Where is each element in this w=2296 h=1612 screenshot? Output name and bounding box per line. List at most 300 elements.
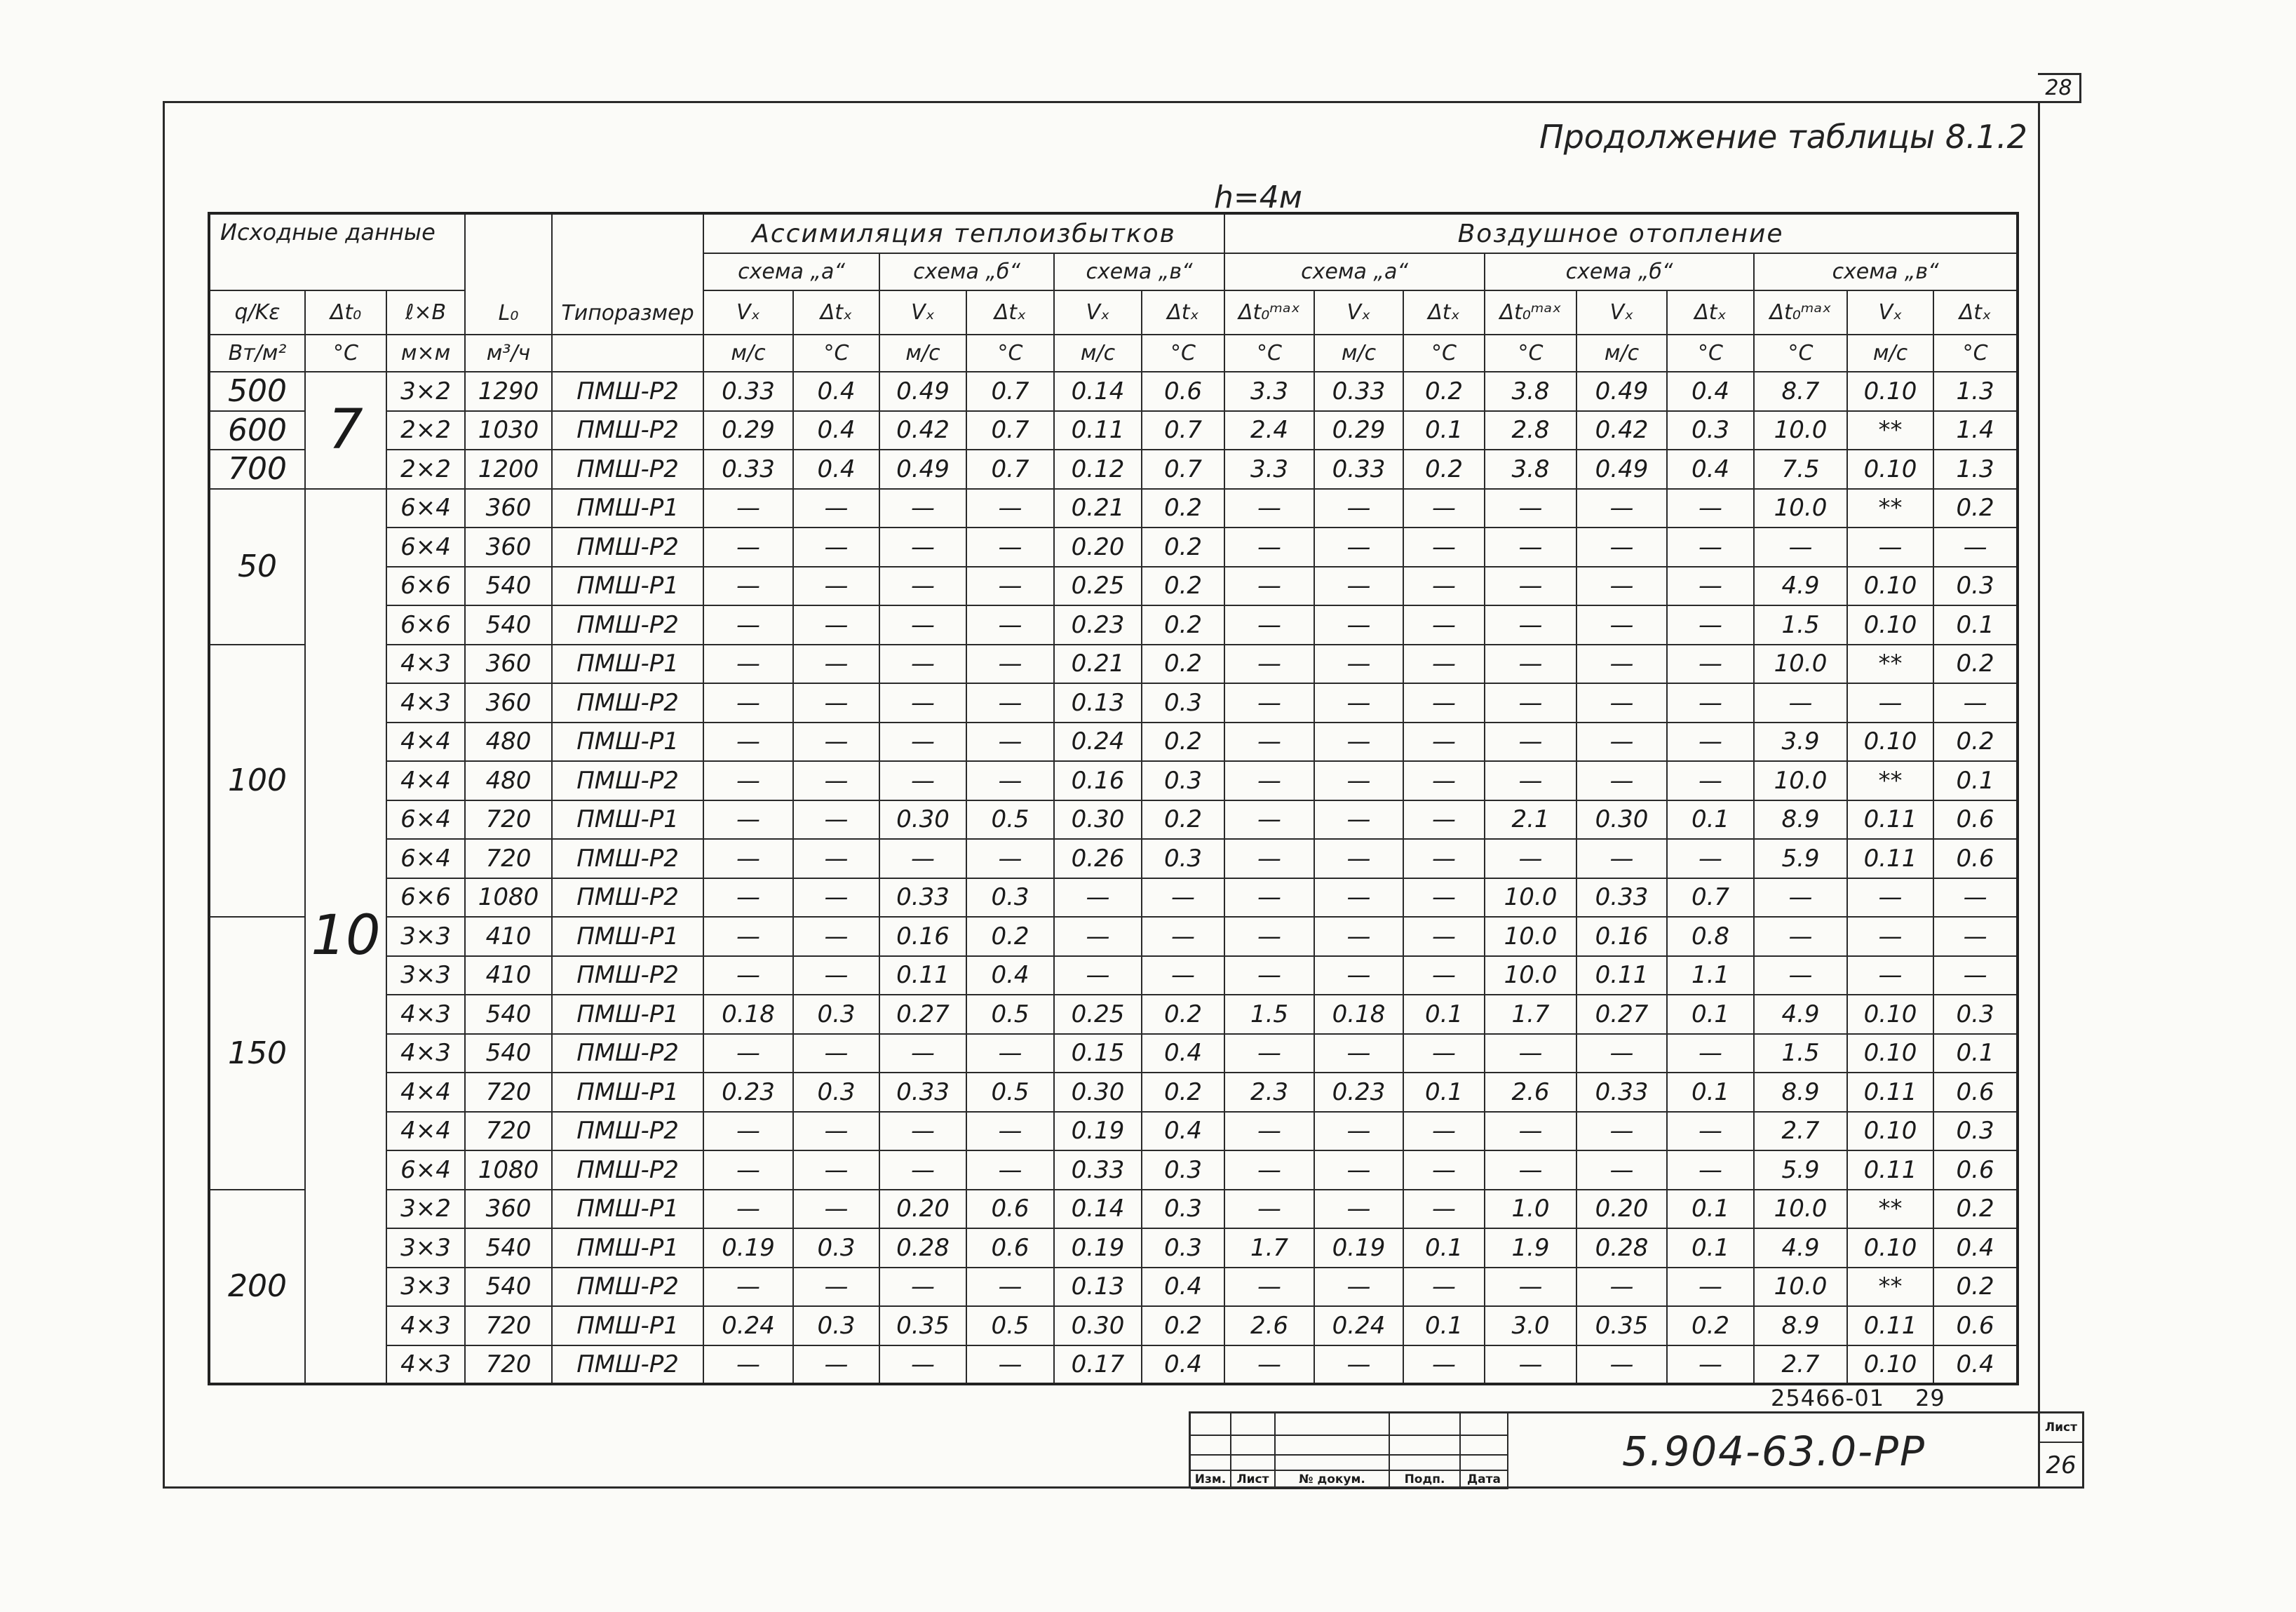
assim-c-temp-diff-cell: 0.3 bbox=[1142, 839, 1224, 878]
distributor-size-cell: 4×3 bbox=[386, 645, 465, 684]
distributor-size-cell: 6×4 bbox=[386, 489, 465, 528]
assim-a-velocity-cell: — bbox=[703, 917, 793, 956]
heat-a-temp-diff-cell: — bbox=[1403, 761, 1485, 800]
assim-a-velocity-cell: — bbox=[703, 1150, 793, 1190]
heat-b-temp-diff-cell: — bbox=[1667, 1345, 1754, 1385]
heat-c-velocity-cell: ** bbox=[1847, 761, 1933, 800]
heat-a-temp-diff-cell: — bbox=[1403, 956, 1485, 995]
distributor-size-header: ℓ×B bbox=[386, 290, 465, 335]
airflow-cell: 360 bbox=[465, 683, 552, 723]
assim-b-velocity-cell: — bbox=[879, 1268, 966, 1307]
heat-b-temp-diff-cell: 1.1 bbox=[1667, 956, 1754, 995]
assim-c-temp-diff-cell: 0.2 bbox=[1142, 1073, 1224, 1112]
assim-c-temp-diff-cell: 0.7 bbox=[1142, 411, 1224, 450]
table-row bbox=[209, 1268, 2018, 1307]
heat-b-max-temp-diff-cell: — bbox=[1485, 1150, 1576, 1190]
unit-cell: °С bbox=[1667, 335, 1754, 372]
heat-a-max-temp-diff-cell: 3.3 bbox=[1224, 372, 1314, 411]
airflow-cell: 540 bbox=[465, 1268, 552, 1307]
assim-c-temp-diff-cell: 0.3 bbox=[1142, 683, 1224, 723]
heat-c-max-temp-diff-cell: 1.5 bbox=[1754, 1034, 1847, 1073]
supply-temp-diff-cell: 7 bbox=[305, 372, 386, 489]
distributor-size-cell: 4×4 bbox=[386, 1073, 465, 1112]
heat-intensity-cell: 100 bbox=[209, 645, 305, 918]
assim-b-temp-diff-cell: — bbox=[966, 605, 1054, 645]
assim-b-velocity-cell: 0.33 bbox=[879, 1073, 966, 1112]
heat-c-max-temp-diff-cell: — bbox=[1754, 917, 1847, 956]
model-size-cell: ПМШ-Р2 bbox=[552, 956, 703, 995]
sheet-number-box bbox=[2038, 1411, 2084, 1489]
heat-c-temp-diff-cell: — bbox=[1933, 956, 2018, 995]
assim-b-velocity-cell: 0.33 bbox=[879, 878, 966, 918]
airflow-cell: 720 bbox=[465, 839, 552, 878]
heat-b-velocity-cell: 0.27 bbox=[1576, 995, 1667, 1034]
distributor-size-cell: 3×3 bbox=[386, 1228, 465, 1268]
table-row bbox=[209, 917, 2018, 956]
heat-b-velocity-cell: — bbox=[1576, 489, 1667, 528]
assim-c-velocity-cell: 0.19 bbox=[1054, 1112, 1142, 1151]
heat-c-temp-diff-cell: 1.4 bbox=[1933, 411, 2018, 450]
heat-a-velocity-cell: — bbox=[1314, 1268, 1403, 1307]
airflow-cell: 1080 bbox=[465, 878, 552, 918]
heat-b-max-temp-diff-cell: 10.0 bbox=[1485, 956, 1576, 995]
assim-b-velocity-cell: 0.11 bbox=[879, 956, 966, 995]
unit-cell: м/с bbox=[1054, 335, 1142, 372]
heat-a-max-temp-diff-cell: — bbox=[1224, 917, 1314, 956]
heat-b-max-temp-diff-cell: — bbox=[1485, 723, 1576, 762]
assim-c-temp-diff-header: Δtₓ bbox=[1142, 290, 1224, 335]
airflow-cell: 1030 bbox=[465, 411, 552, 450]
heat-b-max-temp-diff-cell: — bbox=[1485, 567, 1576, 606]
assim-a-velocity-cell: — bbox=[703, 1112, 793, 1151]
assim-a-temp-diff-cell: — bbox=[793, 1034, 879, 1073]
assim-c-temp-diff-cell: — bbox=[1142, 878, 1224, 918]
heat-c-max-temp-diff-cell: 1.5 bbox=[1754, 605, 1847, 645]
assim-a-temp-diff-cell: 0.3 bbox=[793, 995, 879, 1034]
model-size-cell: ПМШ-Р2 bbox=[552, 839, 703, 878]
assim-c-temp-diff-cell: 0.2 bbox=[1142, 489, 1224, 528]
heat-c-temp-diff-cell: 0.1 bbox=[1933, 761, 2018, 800]
assim-c-temp-diff-cell: 0.4 bbox=[1142, 1034, 1224, 1073]
heat-a-temp-diff-cell: 0.2 bbox=[1403, 372, 1485, 411]
heat-a-temp-diff-cell: 0.1 bbox=[1403, 1228, 1485, 1268]
heat-b-velocity-cell: — bbox=[1576, 839, 1667, 878]
heat-b-max-temp-diff-cell: — bbox=[1485, 489, 1576, 528]
heat-c-temp-diff-cell: 0.6 bbox=[1933, 1150, 2018, 1190]
heat-c-temp-diff-cell: 0.6 bbox=[1933, 839, 2018, 878]
heat-a-velocity-cell: — bbox=[1314, 761, 1403, 800]
distributor-size-cell: 3×3 bbox=[386, 917, 465, 956]
heat-a-max-temp-diff-cell: 2.4 bbox=[1224, 411, 1314, 450]
assim-c-temp-diff-cell: 0.3 bbox=[1142, 1190, 1224, 1229]
assim-c-temp-diff-cell: 0.3 bbox=[1142, 1228, 1224, 1268]
model-size-cell: ПМШ-Р2 bbox=[552, 450, 703, 489]
distributor-size-cell: 6×4 bbox=[386, 528, 465, 567]
table-body bbox=[209, 372, 2018, 1384]
heat-b-max-temp-diff-cell: 1.0 bbox=[1485, 1190, 1576, 1229]
heat-c-temp-diff-cell: 0.2 bbox=[1933, 1190, 2018, 1229]
heat-c-temp-diff-cell: 0.6 bbox=[1933, 1306, 2018, 1345]
heat-a-velocity-cell: — bbox=[1314, 683, 1403, 723]
assimilation-scheme-a-header: схема „а“ bbox=[703, 253, 879, 290]
assim-b-temp-diff-cell: — bbox=[966, 1034, 1054, 1073]
assim-a-velocity-cell: — bbox=[703, 645, 793, 684]
assim-a-velocity-cell: — bbox=[703, 878, 793, 918]
assim-a-temp-diff-cell: — bbox=[793, 683, 879, 723]
assim-b-velocity-cell: — bbox=[879, 839, 966, 878]
unit-cell: °С bbox=[793, 335, 879, 372]
unit-cell: м/с bbox=[1576, 335, 1667, 372]
heat-c-max-temp-diff-cell: 5.9 bbox=[1754, 839, 1847, 878]
heat-b-velocity-cell: — bbox=[1576, 605, 1667, 645]
heat-b-temp-diff-cell: 0.4 bbox=[1667, 450, 1754, 489]
distributor-size-cell: 3×3 bbox=[386, 956, 465, 995]
heat-c-velocity-cell: 0.10 bbox=[1847, 450, 1933, 489]
assim-b-velocity-cell: 0.35 bbox=[879, 1306, 966, 1345]
heat-b-temp-diff-cell: — bbox=[1667, 761, 1754, 800]
assim-c-velocity-cell: 0.30 bbox=[1054, 1306, 1142, 1345]
assim-c-velocity-cell: — bbox=[1054, 917, 1142, 956]
distributor-size-cell: 6×4 bbox=[386, 839, 465, 878]
heat-b-velocity-cell: 0.35 bbox=[1576, 1306, 1667, 1345]
heat-a-max-temp-diff-cell: — bbox=[1224, 956, 1314, 995]
heat-a-temp-diff-cell: 0.1 bbox=[1403, 1306, 1485, 1345]
assim-a-velocity-cell: 0.33 bbox=[703, 450, 793, 489]
heat-b-max-temp-diff-cell: 2.8 bbox=[1485, 411, 1576, 450]
source-data-header: Исходные данные bbox=[209, 213, 465, 290]
heat-a-max-temp-diff-cell: 1.7 bbox=[1224, 1228, 1314, 1268]
assim-c-velocity-cell: 0.33 bbox=[1054, 1150, 1142, 1190]
assim-b-temp-diff-cell: — bbox=[966, 489, 1054, 528]
heat-c-velocity-cell: ** bbox=[1847, 1190, 1933, 1229]
heat-c-temp-diff-cell: — bbox=[1933, 878, 2018, 918]
heat-a-max-temp-diff-cell: — bbox=[1224, 839, 1314, 878]
sheet-column-label: Лист bbox=[1231, 1470, 1275, 1489]
heat-c-velocity-cell: ** bbox=[1847, 489, 1933, 528]
assim-a-temp-diff-cell: — bbox=[793, 800, 879, 840]
heat-a-temp-diff-cell: 0.1 bbox=[1403, 411, 1485, 450]
revision-grid bbox=[1191, 1413, 1508, 1489]
assim-b-velocity-cell: — bbox=[879, 1150, 966, 1190]
heat-c-temp-diff-cell: — bbox=[1933, 528, 2018, 567]
heat-b-velocity-cell: 0.30 bbox=[1576, 800, 1667, 840]
heat-b-max-temp-diff-cell: — bbox=[1485, 1034, 1576, 1073]
heat-a-max-temp-diff-cell: — bbox=[1224, 1034, 1314, 1073]
distributor-size-cell: 6×4 bbox=[386, 1150, 465, 1190]
assim-b-temp-diff-cell: 0.4 bbox=[966, 956, 1054, 995]
distributor-size-cell: 4×4 bbox=[386, 1112, 465, 1151]
assim-c-temp-diff-cell: 0.2 bbox=[1142, 567, 1224, 606]
heat-a-temp-diff-cell: — bbox=[1403, 489, 1485, 528]
table-row bbox=[209, 1073, 2018, 1112]
table-row bbox=[209, 528, 2018, 567]
airflow-cell: 720 bbox=[465, 1112, 552, 1151]
assim-a-velocity-cell: — bbox=[703, 839, 793, 878]
heat-intensity-cell: 200 bbox=[209, 1190, 305, 1385]
heat-b-velocity-cell: — bbox=[1576, 645, 1667, 684]
assim-b-velocity-cell: — bbox=[879, 761, 966, 800]
heat-a-velocity-cell: — bbox=[1314, 956, 1403, 995]
heat-b-velocity-cell: — bbox=[1576, 1034, 1667, 1073]
airflow-cell: 720 bbox=[465, 1306, 552, 1345]
heat-b-velocity-cell: 0.33 bbox=[1576, 1073, 1667, 1112]
heat-b-temp-diff-cell: 0.2 bbox=[1667, 1306, 1754, 1345]
table-row bbox=[209, 878, 2018, 918]
heat-b-temp-diff-cell: — bbox=[1667, 1112, 1754, 1151]
heat-a-temp-diff-cell: — bbox=[1403, 723, 1485, 762]
assim-b-temp-diff-cell: — bbox=[966, 528, 1054, 567]
unit-cell: м/с bbox=[703, 335, 793, 372]
assim-c-velocity-cell: 0.26 bbox=[1054, 839, 1142, 878]
heat-b-max-temp-diff-cell: 2.6 bbox=[1485, 1073, 1576, 1112]
assim-b-velocity-cell: 0.20 bbox=[879, 1190, 966, 1229]
heat-b-temp-diff-cell: — bbox=[1667, 683, 1754, 723]
unit-cell: °С bbox=[966, 335, 1054, 372]
airflow-cell: 410 bbox=[465, 917, 552, 956]
unit-cell: °С bbox=[1224, 335, 1314, 372]
table-row bbox=[209, 567, 2018, 606]
unit-cell: м/с bbox=[879, 335, 966, 372]
heat-a-max-temp-diff-cell: — bbox=[1224, 1112, 1314, 1151]
model-size-cell: ПМШ-Р1 bbox=[552, 1228, 703, 1268]
sheet-label: Лист bbox=[2040, 1413, 2082, 1443]
table-row bbox=[209, 372, 2018, 411]
height-note: h=4м bbox=[1214, 180, 1302, 215]
airflow-cell: 360 bbox=[465, 528, 552, 567]
heat-c-temp-diff-cell: 0.1 bbox=[1933, 1034, 2018, 1073]
heat-c-temp-diff-cell: — bbox=[1933, 917, 2018, 956]
airflow-cell: 360 bbox=[465, 1190, 552, 1229]
assim-c-velocity-cell: — bbox=[1054, 956, 1142, 995]
heat-b-max-temp-diff-cell: — bbox=[1485, 605, 1576, 645]
assim-c-velocity-cell: 0.19 bbox=[1054, 1228, 1142, 1268]
assim-c-temp-diff-cell: 0.4 bbox=[1142, 1112, 1224, 1151]
heat-a-temp-diff-cell: — bbox=[1403, 683, 1485, 723]
table-row bbox=[209, 995, 2018, 1034]
heat-a-temp-diff-cell: — bbox=[1403, 878, 1485, 918]
table-row bbox=[209, 1306, 2018, 1345]
distributor-size-cell: 2×2 bbox=[386, 411, 465, 450]
assim-c-temp-diff-cell: 0.7 bbox=[1142, 450, 1224, 489]
heat-b-velocity-cell: — bbox=[1576, 528, 1667, 567]
table-row bbox=[209, 723, 2018, 762]
airflow-cell: 480 bbox=[465, 723, 552, 762]
supply-temp-diff-cell: 10 bbox=[305, 489, 386, 1385]
assim-a-temp-diff-cell: — bbox=[793, 1268, 879, 1307]
assim-a-velocity-cell: 0.24 bbox=[703, 1306, 793, 1345]
distributor-size-cell: 2×2 bbox=[386, 450, 465, 489]
heat-c-max-temp-diff-cell: 8.9 bbox=[1754, 1306, 1847, 1345]
heat-c-max-temp-diff-cell: 8.9 bbox=[1754, 800, 1847, 840]
ventilation-parameters-table bbox=[208, 212, 2019, 1385]
heat-b-temp-diff-cell: 0.1 bbox=[1667, 1073, 1754, 1112]
heat-intensity-cell: 50 bbox=[209, 489, 305, 645]
assim-a-velocity-cell: — bbox=[703, 800, 793, 840]
assim-a-temp-diff-cell: 0.3 bbox=[793, 1228, 879, 1268]
distributor-size-cell: 4×3 bbox=[386, 683, 465, 723]
assim-c-velocity-cell: 0.30 bbox=[1054, 800, 1142, 840]
heat-b-temp-diff-cell: — bbox=[1667, 723, 1754, 762]
model-size-cell: ПМШ-Р2 bbox=[552, 605, 703, 645]
heat-b-temp-diff-header: Δtₓ bbox=[1667, 290, 1754, 335]
assim-c-temp-diff-cell: 0.2 bbox=[1142, 1306, 1224, 1345]
heat-c-velocity-cell: — bbox=[1847, 528, 1933, 567]
assim-b-velocity-cell: 0.27 bbox=[879, 995, 966, 1034]
assim-a-temp-diff-cell: — bbox=[793, 839, 879, 878]
date-label: Дата bbox=[1460, 1470, 1508, 1489]
distributor-size-cell: 6×6 bbox=[386, 567, 465, 606]
model-size-cell: ПМШ-Р1 bbox=[552, 917, 703, 956]
assim-b-velocity-header: Vₓ bbox=[879, 290, 966, 335]
model-size-cell: ПМШ-Р1 bbox=[552, 1190, 703, 1229]
heat-a-max-temp-diff-cell: — bbox=[1224, 878, 1314, 918]
airflow-cell: 480 bbox=[465, 761, 552, 800]
unit-cell: м×м bbox=[386, 335, 465, 372]
heat-b-velocity-cell: — bbox=[1576, 1268, 1667, 1307]
heat-c-max-temp-diff-cell: 7.5 bbox=[1754, 450, 1847, 489]
assim-c-velocity-cell: 0.12 bbox=[1054, 450, 1142, 489]
table-row bbox=[209, 1190, 2018, 1229]
heating-scheme-b-header: схема „б“ bbox=[1485, 253, 1754, 290]
unit-cell-empty bbox=[552, 335, 703, 372]
heat-a-velocity-cell: — bbox=[1314, 605, 1403, 645]
assim-c-temp-diff-cell: 0.2 bbox=[1142, 723, 1224, 762]
heat-b-temp-diff-cell: 0.8 bbox=[1667, 917, 1754, 956]
assim-b-velocity-cell: 0.16 bbox=[879, 917, 966, 956]
heat-a-max-temp-diff-cell: — bbox=[1224, 645, 1314, 684]
model-size-header: Типоразмер bbox=[552, 213, 703, 335]
heat-a-velocity-cell: — bbox=[1314, 528, 1403, 567]
heat-a-velocity-cell: — bbox=[1314, 1112, 1403, 1151]
heat-c-temp-diff-cell: 0.2 bbox=[1933, 645, 2018, 684]
heat-c-velocity-cell: 0.10 bbox=[1847, 1345, 1933, 1385]
heat-a-velocity-header: Vₓ bbox=[1314, 290, 1403, 335]
heat-a-velocity-cell: 0.29 bbox=[1314, 411, 1403, 450]
assim-c-velocity-cell: 0.23 bbox=[1054, 605, 1142, 645]
assim-b-temp-diff-cell: 0.7 bbox=[966, 411, 1054, 450]
airflow-cell: 1080 bbox=[465, 1150, 552, 1190]
model-size-cell: ПМШ-Р2 bbox=[552, 878, 703, 918]
heat-a-max-temp-diff-cell: — bbox=[1224, 489, 1314, 528]
signature-label: Подп. bbox=[1389, 1470, 1460, 1489]
unit-cell: °С bbox=[1485, 335, 1576, 372]
assim-a-temp-diff-cell: — bbox=[793, 489, 879, 528]
assim-c-velocity-cell: 0.15 bbox=[1054, 1034, 1142, 1073]
heat-a-max-temp-diff-cell: 2.3 bbox=[1224, 1073, 1314, 1112]
heat-c-velocity-cell: 0.11 bbox=[1847, 1306, 1933, 1345]
corner-sheet-number: 28 bbox=[2038, 73, 2081, 103]
heat-c-velocity-cell: 0.11 bbox=[1847, 800, 1933, 840]
heat-c-velocity-cell: 0.11 bbox=[1847, 1150, 1933, 1190]
heat-c-max-temp-diff-header: Δt₀ᵐᵃˣ bbox=[1754, 290, 1847, 335]
assim-c-temp-diff-cell: 0.2 bbox=[1142, 605, 1224, 645]
heat-b-max-temp-diff-header: Δt₀ᵐᵃˣ bbox=[1485, 290, 1576, 335]
heat-c-temp-diff-cell: 0.3 bbox=[1933, 1112, 2018, 1151]
heat-c-velocity-header: Vₓ bbox=[1847, 290, 1933, 335]
model-size-cell: ПМШ-Р2 bbox=[552, 1112, 703, 1151]
assim-b-temp-diff-cell: — bbox=[966, 1268, 1054, 1307]
document-page: 29 bbox=[1915, 1385, 1945, 1411]
heat-b-velocity-cell: — bbox=[1576, 723, 1667, 762]
heat-b-max-temp-diff-cell: 10.0 bbox=[1485, 878, 1576, 918]
heat-c-temp-diff-cell: 0.2 bbox=[1933, 723, 2018, 762]
assim-b-temp-diff-header: Δtₓ bbox=[966, 290, 1054, 335]
assim-b-temp-diff-cell: — bbox=[966, 1345, 1054, 1385]
model-size-cell: ПМШ-Р1 bbox=[552, 723, 703, 762]
unit-cell: м³/ч bbox=[465, 335, 552, 372]
heat-b-max-temp-diff-cell: — bbox=[1485, 839, 1576, 878]
assim-a-velocity-cell: — bbox=[703, 723, 793, 762]
assim-c-temp-diff-cell: 0.3 bbox=[1142, 1150, 1224, 1190]
assimilation-scheme-b-header: схема „б“ bbox=[879, 253, 1054, 290]
assim-b-temp-diff-cell: — bbox=[966, 645, 1054, 684]
heat-b-temp-diff-cell: 0.1 bbox=[1667, 800, 1754, 840]
assim-c-velocity-cell: 0.17 bbox=[1054, 1345, 1142, 1385]
assim-b-temp-diff-cell: 0.2 bbox=[966, 917, 1054, 956]
assim-b-temp-diff-cell: — bbox=[966, 683, 1054, 723]
distributor-size-cell: 4×3 bbox=[386, 1306, 465, 1345]
assim-c-temp-diff-cell: 0.4 bbox=[1142, 1345, 1224, 1385]
heat-a-velocity-cell: 0.18 bbox=[1314, 995, 1403, 1034]
heat-b-velocity-cell: 0.42 bbox=[1576, 411, 1667, 450]
assim-b-velocity-cell: — bbox=[879, 567, 966, 606]
table-row bbox=[209, 1150, 2018, 1190]
heat-c-velocity-cell: 0.11 bbox=[1847, 1073, 1933, 1112]
assim-c-temp-diff-cell: 0.2 bbox=[1142, 645, 1224, 684]
heat-c-max-temp-diff-cell: — bbox=[1754, 878, 1847, 918]
sheet-number: 26 bbox=[2046, 1451, 2076, 1479]
heat-a-velocity-cell: — bbox=[1314, 839, 1403, 878]
heat-a-temp-diff-cell: — bbox=[1403, 1150, 1485, 1190]
table-row bbox=[209, 683, 2018, 723]
heat-c-max-temp-diff-cell: — bbox=[1754, 956, 1847, 995]
heat-a-velocity-cell: — bbox=[1314, 645, 1403, 684]
heat-a-temp-diff-cell: — bbox=[1403, 1345, 1485, 1385]
assim-b-temp-diff-cell: — bbox=[966, 839, 1054, 878]
heat-a-temp-diff-cell: — bbox=[1403, 1034, 1485, 1073]
heat-a-velocity-cell: 0.33 bbox=[1314, 372, 1403, 411]
assim-c-velocity-cell: — bbox=[1054, 878, 1142, 918]
heat-b-velocity-cell: — bbox=[1576, 761, 1667, 800]
air-heating-header: Воздушное отопление bbox=[1224, 213, 2018, 253]
heat-a-velocity-cell: — bbox=[1314, 878, 1403, 918]
heat-a-max-temp-diff-cell: — bbox=[1224, 528, 1314, 567]
assim-c-velocity-cell: 0.21 bbox=[1054, 489, 1142, 528]
assim-b-velocity-cell: 0.30 bbox=[879, 800, 966, 840]
table-row bbox=[209, 411, 2018, 450]
assim-a-temp-diff-cell: — bbox=[793, 1150, 879, 1190]
heat-a-temp-diff-header: Δtₓ bbox=[1403, 290, 1485, 335]
heat-b-max-temp-diff-cell: 2.1 bbox=[1485, 800, 1576, 840]
unit-cell: °С bbox=[305, 335, 386, 372]
model-size-cell: ПМШ-Р2 bbox=[552, 1345, 703, 1385]
heat-b-temp-diff-cell: — bbox=[1667, 567, 1754, 606]
heat-c-temp-diff-cell: 1.3 bbox=[1933, 450, 2018, 489]
heat-c-temp-diff-header: Δtₓ bbox=[1933, 290, 2018, 335]
heat-a-max-temp-diff-cell: 3.3 bbox=[1224, 450, 1314, 489]
table-row bbox=[209, 1034, 2018, 1073]
assim-b-temp-diff-cell: — bbox=[966, 1112, 1054, 1151]
airflow-cell: 540 bbox=[465, 1228, 552, 1268]
assim-c-velocity-cell: 0.16 bbox=[1054, 761, 1142, 800]
assim-b-temp-diff-cell: 0.5 bbox=[966, 800, 1054, 840]
revision-label: Изм. bbox=[1191, 1470, 1231, 1489]
heat-a-max-temp-diff-cell: — bbox=[1224, 1150, 1314, 1190]
heat-b-temp-diff-cell: — bbox=[1667, 528, 1754, 567]
assim-b-temp-diff-cell: — bbox=[966, 1150, 1054, 1190]
heat-a-temp-diff-cell: — bbox=[1403, 917, 1485, 956]
heat-c-velocity-cell: 0.10 bbox=[1847, 1034, 1933, 1073]
